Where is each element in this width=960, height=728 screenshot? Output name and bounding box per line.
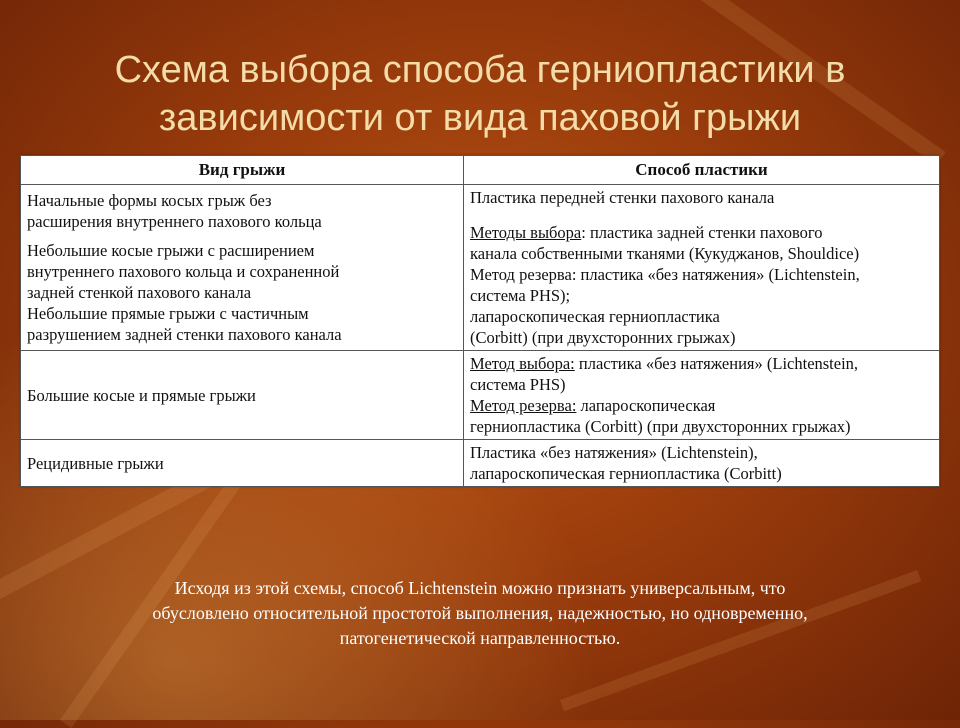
cell-text: лапароскопическая — [576, 396, 716, 415]
cell-line: лапароскопическая герниопластика — [470, 307, 720, 326]
table-cell-repair-method — [464, 351, 940, 440]
method-label: Методы выбора — [470, 223, 582, 242]
cell-line: Небольшие прямые грыжи с частичным — [27, 304, 309, 323]
method-label: Метод выбора: — [470, 354, 575, 373]
table-cell-hernia-type — [21, 440, 464, 487]
table-header-row — [21, 156, 940, 185]
hernia-table — [20, 155, 940, 487]
conclusion-text — [40, 576, 920, 651]
cell-line — [470, 353, 933, 374]
slide-title-line: Схема выбора способа герниопластики в — [114, 49, 846, 91]
cell-line: канала собственными тканями (Кукуджанов, Shouldice) — [470, 244, 860, 263]
cell-line: внутреннего пахового кольца и сохраненной — [27, 262, 340, 281]
cell-line: лапароскопическая герниопластика (Corbitt) — [470, 464, 782, 483]
hernia-table-container — [20, 155, 940, 487]
cell-line: система PHS) — [470, 375, 566, 394]
table-cell-repair-method — [464, 440, 940, 487]
table-cell-repair-method — [464, 185, 940, 351]
cell-line: Небольшие косые грыжи с расширением — [27, 241, 315, 260]
conclusion-line: патогенетической направленностью. — [339, 628, 621, 648]
conclusion-line: Исходя из этой схемы, способ Lichtenstein можно признать универсальным, что — [174, 578, 786, 598]
conclusion-line: обусловлено относительной простотой выполнения, надежностью, но одновременно, — [152, 603, 808, 623]
cell-line: Пластика передней стенки пахового канала — [470, 188, 775, 207]
slide-title — [60, 46, 900, 142]
table-cell-hernia-type — [21, 185, 464, 351]
cell-line: Рецидивные грыжи — [27, 453, 164, 473]
column-header-hernia-type: Вид грыжи — [21, 156, 464, 185]
cell-line: Пластика «без натяжения» (Lichtenstein), — [470, 443, 758, 462]
cell-line — [470, 395, 933, 416]
method-label: Метод резерва: — [470, 396, 577, 415]
cell-line: (Corbitt) (при двухсторонних грыжах) — [470, 328, 736, 347]
cell-line — [470, 222, 933, 243]
cell-line: Метод резерва: пластика «без натяжения» (Lichtenstein, — [470, 265, 860, 284]
cell-line: система PHS); — [470, 286, 571, 305]
table-row — [21, 185, 940, 351]
table-row — [21, 440, 940, 487]
column-header-repair-method: Способ пластики — [464, 156, 940, 185]
cell-line: разрушением задней стенки пахового канала — [27, 325, 342, 344]
table-cell-hernia-type — [21, 351, 464, 440]
cell-text: : пластика задней стенки пахового — [581, 223, 823, 242]
cell-line: задней стенкой пахового канала — [27, 283, 252, 302]
slide-title-line: зависимости от вида паховой грыжи — [158, 97, 802, 139]
cell-line: Начальные формы косых грыж без — [27, 191, 272, 210]
cell-line: расширения внутреннего пахового кольца — [27, 212, 322, 231]
cell-text: пластика «без натяжения» (Lichtenstein, — [574, 354, 859, 373]
table-row — [21, 351, 940, 440]
cell-line: герниопластика (Corbitt) (при двухсторонних грыжах) — [470, 417, 851, 436]
cell-line: Большие косые и прямые грыжи — [27, 385, 256, 405]
